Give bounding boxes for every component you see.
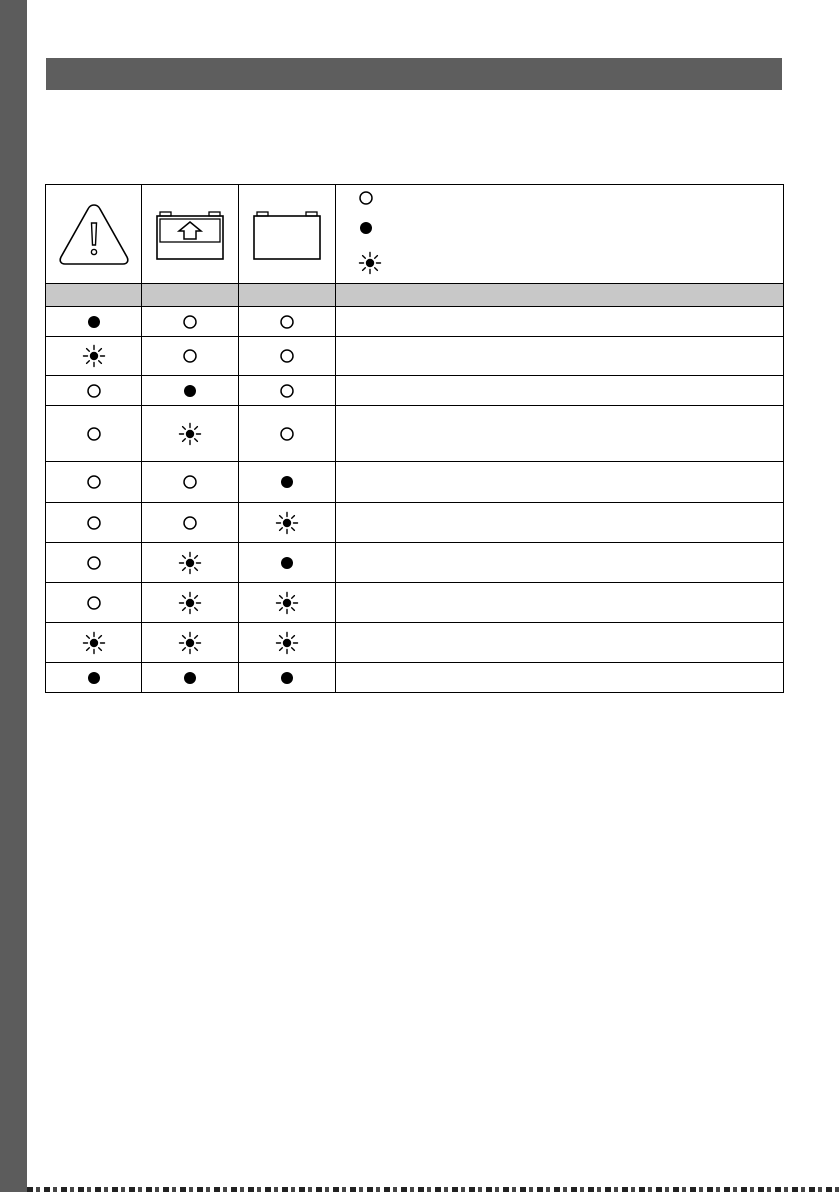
legend-item-on bbox=[358, 220, 374, 236]
led-blink-icon bbox=[358, 251, 382, 275]
led-cell-battery bbox=[239, 503, 336, 543]
table-row bbox=[46, 376, 784, 406]
table-row bbox=[46, 623, 784, 663]
led-blink-icon bbox=[178, 551, 202, 575]
side-tab-bar bbox=[0, 0, 27, 1192]
column-header-description bbox=[336, 284, 784, 307]
table-row bbox=[46, 583, 784, 623]
led-cell-charging bbox=[142, 406, 239, 462]
led-cell-fault bbox=[46, 337, 142, 376]
led-cell-battery bbox=[239, 623, 336, 663]
led-blink-icon bbox=[82, 344, 106, 368]
led-off-icon bbox=[182, 314, 198, 330]
status-description bbox=[336, 337, 784, 376]
led-off-icon bbox=[182, 515, 198, 531]
led-on-icon bbox=[279, 670, 295, 686]
led-cell-charging bbox=[142, 583, 239, 623]
led-blink-icon bbox=[178, 631, 202, 655]
column-header-battery bbox=[239, 284, 336, 307]
led-cell-battery bbox=[239, 663, 336, 693]
led-cell-charging bbox=[142, 623, 239, 663]
table-row bbox=[46, 503, 784, 543]
table-row bbox=[46, 337, 784, 376]
table-row bbox=[46, 543, 784, 583]
status-description bbox=[336, 583, 784, 623]
led-blink-icon bbox=[275, 511, 299, 535]
led-cell-battery bbox=[239, 406, 336, 462]
legend-cell bbox=[336, 185, 784, 284]
led-cell-fault bbox=[46, 543, 142, 583]
table-row bbox=[46, 307, 784, 337]
led-on-icon bbox=[279, 474, 295, 490]
status-description bbox=[336, 503, 784, 543]
led-off-icon bbox=[86, 474, 102, 490]
legend-item-off bbox=[358, 190, 374, 206]
led-off-icon bbox=[279, 426, 295, 442]
led-cell-fault bbox=[46, 623, 142, 663]
warning-triangle-icon bbox=[56, 201, 132, 267]
led-cell-fault bbox=[46, 376, 142, 406]
led-on-icon bbox=[86, 670, 102, 686]
table-icon-header-row bbox=[46, 185, 784, 284]
table-row bbox=[46, 406, 784, 462]
status-description bbox=[336, 406, 784, 462]
led-blink-icon bbox=[178, 422, 202, 446]
led-off-icon bbox=[182, 474, 198, 490]
status-description bbox=[336, 623, 784, 663]
led-cell-charging bbox=[142, 337, 239, 376]
led-off-icon bbox=[86, 383, 102, 399]
header-cell-charging bbox=[142, 185, 239, 284]
status-description bbox=[336, 376, 784, 406]
led-on-icon bbox=[279, 555, 295, 571]
led-blink-icon bbox=[275, 631, 299, 655]
table-row bbox=[46, 663, 784, 693]
led-off-icon bbox=[86, 555, 102, 571]
led-off-icon bbox=[86, 426, 102, 442]
led-status-table bbox=[45, 184, 784, 693]
led-cell-battery bbox=[239, 376, 336, 406]
section-header-bar bbox=[46, 58, 782, 90]
led-blink-icon bbox=[82, 631, 106, 655]
led-cell-fault bbox=[46, 503, 142, 543]
led-off-icon bbox=[86, 595, 102, 611]
led-off-icon bbox=[279, 314, 295, 330]
led-cell-charging bbox=[142, 462, 239, 503]
led-cell-charging bbox=[142, 503, 239, 543]
column-header-charging bbox=[142, 284, 239, 307]
status-description bbox=[336, 543, 784, 583]
led-on-icon bbox=[182, 383, 198, 399]
led-rows bbox=[46, 307, 784, 693]
header-cell-battery bbox=[239, 185, 336, 284]
led-off-icon bbox=[86, 515, 102, 531]
table-row bbox=[46, 462, 784, 503]
led-off-icon bbox=[358, 190, 374, 206]
led-blink-icon bbox=[178, 591, 202, 615]
led-cell-battery bbox=[239, 543, 336, 583]
led-on-icon bbox=[182, 670, 198, 686]
page-bottom-edge bbox=[27, 1187, 840, 1192]
battery-icon bbox=[252, 206, 322, 262]
status-description bbox=[336, 663, 784, 693]
led-cell-fault bbox=[46, 583, 142, 623]
led-cell-fault bbox=[46, 663, 142, 693]
led-cell-fault bbox=[46, 462, 142, 503]
led-cell-charging bbox=[142, 663, 239, 693]
led-cell-charging bbox=[142, 543, 239, 583]
led-cell-battery bbox=[239, 462, 336, 503]
led-off-icon bbox=[182, 348, 198, 364]
led-cell-fault bbox=[46, 406, 142, 462]
status-description bbox=[336, 307, 784, 337]
led-blink-icon bbox=[275, 591, 299, 615]
led-cell-battery bbox=[239, 337, 336, 376]
led-cell-charging bbox=[142, 376, 239, 406]
led-cell-charging bbox=[142, 307, 239, 337]
led-on-icon bbox=[358, 220, 374, 236]
header-cell-fault bbox=[46, 185, 142, 284]
led-on-icon bbox=[86, 314, 102, 330]
led-off-icon bbox=[279, 348, 295, 364]
battery-charging-icon bbox=[155, 206, 225, 262]
led-cell-battery bbox=[239, 583, 336, 623]
column-header-fault bbox=[46, 284, 142, 307]
table-column-header-row bbox=[46, 284, 784, 307]
led-cell-fault bbox=[46, 307, 142, 337]
led-cell-battery bbox=[239, 307, 336, 337]
legend-item-blink bbox=[358, 251, 382, 275]
led-off-icon bbox=[279, 383, 295, 399]
status-description bbox=[336, 462, 784, 503]
